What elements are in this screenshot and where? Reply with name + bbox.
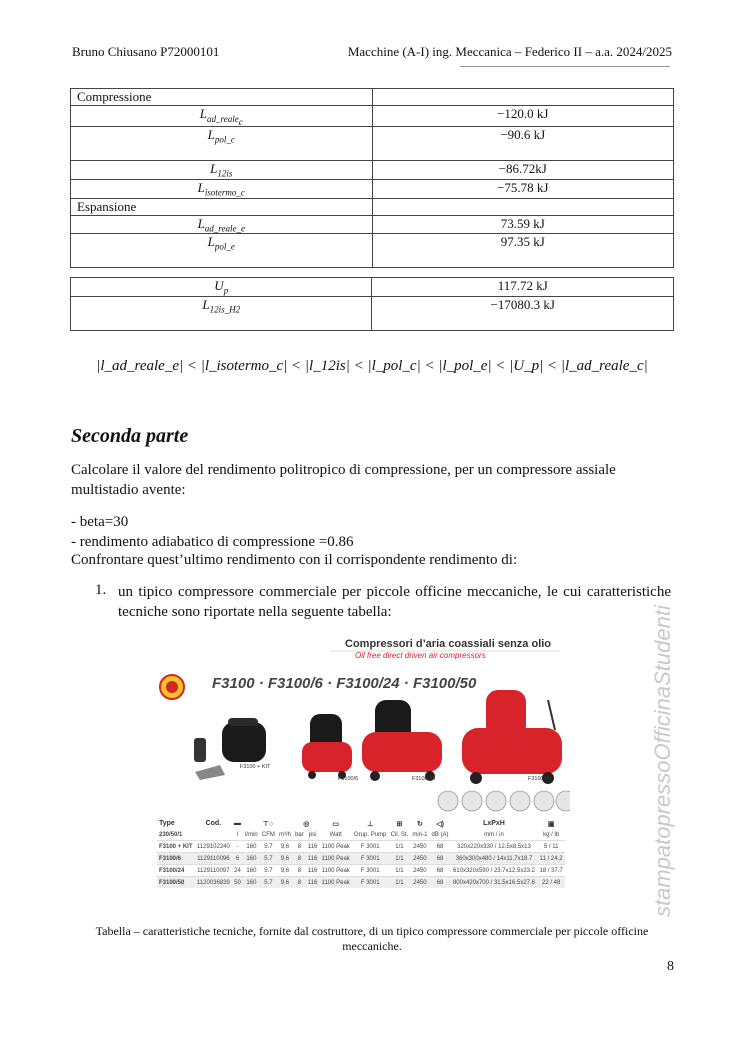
cylinder-icon: ⊞ bbox=[396, 820, 403, 828]
page-number: 8 bbox=[667, 959, 674, 974]
value-l-pol-e: 97.35 kJ bbox=[372, 234, 673, 268]
result-table bbox=[70, 277, 674, 331]
spec-cell: 116 bbox=[306, 841, 320, 853]
spec-cell: 1/1 bbox=[389, 841, 411, 853]
product-label-2: F3100/24 bbox=[412, 776, 436, 782]
symbol-l-12is-h2: $L_{12is\_H2}$ bbox=[71, 296, 372, 330]
spec-cell: 18 / 37.7 bbox=[537, 865, 565, 877]
value-l-isotermo-c: −75.78 kJ bbox=[372, 179, 673, 198]
spec-subheader: psi bbox=[308, 831, 317, 838]
work-inequality: |l_ad_reale_e| < |l_isotermo_c| < |l_12is| < |l_pol_c| < |l_pol_e| < |U_p| < |l_ad_reale_c| bbox=[96, 358, 648, 374]
intro-paragraph: Calcolare il valore del rendimento politropico di compressione, per un compressore assiale multistadio avente: bbox=[71, 462, 616, 498]
spec-cell: 9,6 bbox=[277, 853, 293, 865]
value-l-pol-c: −90.6 kJ bbox=[372, 127, 673, 161]
spec-cell: 2450 bbox=[410, 865, 429, 877]
compressor-illustration bbox=[150, 630, 570, 820]
watermark-text: stampatopressoOfficinaStudenti bbox=[650, 605, 675, 917]
spec-cell: 1/1 bbox=[389, 877, 411, 889]
value-l-12is: −86.72kJ bbox=[372, 161, 673, 180]
spec-subheader: Grup. Pump bbox=[354, 831, 387, 838]
spec-subheader: min-1 bbox=[412, 831, 428, 838]
spec-cell: F 3001 bbox=[352, 865, 389, 877]
spec-cell: 360x300x480 / 14x11.7x18.7 bbox=[451, 853, 538, 865]
spec-row bbox=[157, 865, 565, 877]
list-number: 1. bbox=[95, 582, 107, 598]
spec-cell: 5.7 bbox=[260, 853, 277, 865]
spec-cell: - bbox=[232, 841, 243, 853]
spec-cell: 116 bbox=[306, 853, 320, 865]
symbol-l-isotermo-c: $L_{isotermo\_c}$ bbox=[71, 179, 373, 198]
spec-cell: 22 / 48 bbox=[537, 877, 565, 889]
spec-cell: F 3001 bbox=[352, 841, 389, 853]
figure-title-en: Oil free direct driven air compressors bbox=[355, 651, 486, 660]
weight-icon: ▣ bbox=[547, 820, 555, 828]
figure-title-it: Compressori d’aria coassiali senza olio bbox=[345, 638, 552, 650]
spec-subheader: mm / in bbox=[484, 831, 504, 838]
flow-icon: ⊤○ bbox=[262, 820, 274, 828]
header-rule bbox=[460, 66, 670, 67]
spec-cell: 1120036839 bbox=[195, 877, 232, 889]
spec-cell: 5 / 11 bbox=[537, 841, 565, 853]
spec-cell: 50 bbox=[232, 877, 243, 889]
spec-row bbox=[157, 853, 565, 865]
spec-cell: F 3001 bbox=[352, 853, 389, 865]
spec-cell: F3100/24 bbox=[157, 865, 195, 877]
spec-cell: 5.7 bbox=[260, 877, 277, 889]
spec-cell: 1100 Peak bbox=[319, 841, 351, 853]
tank-icon: ▬ bbox=[234, 820, 241, 827]
figure-caption: Tabella – caratteristiche tecniche, fornite dal costruttore, di un tipico compressore commerciale per piccole officine meccaniche. bbox=[95, 924, 649, 953]
spec-cell: 160 bbox=[243, 853, 260, 865]
spec-subheader: 230/50/1 bbox=[159, 831, 183, 838]
spec-subheader: l bbox=[236, 831, 239, 838]
models-banner: F3100 · F3100/6 · F3100/24 · F3100/50 bbox=[212, 675, 477, 692]
spec-cell: 1100 Peak bbox=[319, 877, 351, 889]
section-label-espansione: Espansione bbox=[71, 198, 373, 215]
rpm-icon: ↻ bbox=[416, 820, 423, 828]
spec-cell: 1/1 bbox=[389, 853, 411, 865]
product-label-0: F3100 + KIT bbox=[240, 764, 271, 770]
spec-cell: 1129110096 bbox=[195, 853, 232, 865]
spec-cell: 160 bbox=[243, 877, 260, 889]
spec-subheader: dB (A) bbox=[431, 831, 449, 838]
spec-cell: 116 bbox=[306, 865, 320, 877]
spec-cell: 2450 bbox=[410, 841, 429, 853]
spec-cell: F3100 + KIT bbox=[157, 841, 195, 853]
spec-row bbox=[157, 877, 565, 889]
spec-cell: 11 / 24.2 bbox=[537, 853, 565, 865]
pressure-icon: ◎ bbox=[303, 820, 310, 828]
spec-cell: 8 bbox=[293, 877, 306, 889]
symbol-l-ad-reale-c: $L_{ad\_reale_c}$ bbox=[71, 106, 373, 127]
spec-cell: 610x320x590 / 23.7x12.5x23.2 bbox=[451, 865, 538, 877]
header-left: Bruno Chiusano P72000101 bbox=[72, 44, 220, 59]
spec-cell: 9,6 bbox=[277, 877, 293, 889]
spec-cell: 8 bbox=[293, 865, 306, 877]
spec-cell: 8 bbox=[293, 841, 306, 853]
spec-table bbox=[157, 818, 565, 888]
pump-icon: ⊥ bbox=[367, 820, 374, 828]
spec-cell: 9,6 bbox=[277, 865, 293, 877]
spec-subheader: m³/h bbox=[278, 831, 291, 838]
spec-cell: 68 bbox=[429, 865, 450, 877]
compressor-f3100-6 bbox=[302, 714, 352, 779]
brand-badge-icon bbox=[160, 675, 184, 699]
product-label-1: F3100/6 bbox=[338, 776, 359, 782]
watermark bbox=[648, 535, 676, 920]
spec-cell: 2450 bbox=[410, 877, 429, 889]
product-label-3: F3100/50 bbox=[528, 776, 552, 782]
compressor-f3100-24 bbox=[362, 700, 442, 781]
section-label-compressione: Compressione bbox=[71, 89, 373, 106]
value-l-ad-reale-e: 73.59 kJ bbox=[372, 215, 673, 234]
spec-cell: 1129102240 bbox=[195, 841, 232, 853]
spec-subheader: l/min bbox=[245, 831, 258, 838]
spec-cell: 5.7 bbox=[260, 841, 277, 853]
spec-cell: 24 bbox=[232, 865, 243, 877]
symbol-l-ad-reale-e: $L_{ad\_reale\_e}$ bbox=[71, 215, 373, 234]
spec-subheader bbox=[195, 829, 232, 841]
spec-subheader: Watt bbox=[329, 831, 342, 838]
compressor-f3100-kit bbox=[194, 718, 266, 780]
confront-paragraph: Confrontare quest’ultimo rendimento con il corrispondente rendimento di: bbox=[71, 552, 518, 568]
spec-cell: 68 bbox=[429, 841, 450, 853]
spec-cell: 160 bbox=[243, 865, 260, 877]
spec-subheader: bar bbox=[295, 831, 304, 838]
motor-icon: ▭ bbox=[332, 820, 339, 828]
spec-cell: 9,6 bbox=[277, 841, 293, 853]
spec-cell: 116 bbox=[306, 877, 320, 889]
bullet-beta: - beta=30 bbox=[71, 514, 129, 530]
symbol-u-p: $U_p$ bbox=[71, 278, 372, 297]
bullet-rendimento: - rendimento adiabatico di compressione =0.86 bbox=[71, 534, 354, 550]
section-title: Seconda parte bbox=[71, 425, 189, 447]
value-u-p: 117.72 kJ bbox=[372, 278, 674, 297]
spec-cell: 1100 Peak bbox=[319, 853, 351, 865]
spec-cell: 1100 Peak bbox=[319, 865, 351, 877]
value-l-12is-h2: −17080.3 kJ bbox=[372, 296, 674, 330]
work-table bbox=[70, 88, 674, 268]
spec-header-type: Type bbox=[159, 820, 175, 827]
spec-cell: 6 bbox=[232, 853, 243, 865]
spec-cell: 800x420x700 / 31.5x16.5x27.6 bbox=[451, 877, 538, 889]
spec-cell: 160 bbox=[243, 841, 260, 853]
noise-icon: ◁) bbox=[436, 820, 444, 828]
spec-cell: F3100/6 bbox=[157, 853, 195, 865]
compressor-f3100-50 bbox=[462, 690, 562, 784]
spec-cell: 68 bbox=[429, 853, 450, 865]
symbol-l-12is: $L_{12is}$ bbox=[71, 161, 373, 180]
spec-cell: F 3001 bbox=[352, 877, 389, 889]
symbol-l-pol-e: $L_{pol\_e}$ bbox=[71, 234, 373, 268]
spec-cell: F3100/50 bbox=[157, 877, 195, 889]
symbol-l-pol-c: $L_{pol\_c}$ bbox=[71, 127, 373, 161]
spec-cell: 68 bbox=[429, 877, 450, 889]
spec-cell: 8 bbox=[293, 853, 306, 865]
spec-cell: 1129110097 bbox=[195, 865, 232, 877]
spec-cell: 2450 bbox=[410, 853, 429, 865]
spec-header-lxpxh: LxPxH bbox=[483, 820, 505, 827]
spec-header-cod: Cod. bbox=[205, 820, 222, 827]
accessory-icons bbox=[438, 791, 570, 811]
list-item: un tipico compressore commerciale per piccole officine meccaniche, le cui caratteristiche tecniche sono riportate nella seguente tabella: bbox=[118, 584, 671, 620]
spec-subheader: kg / lb bbox=[543, 831, 560, 838]
spec-cell: 5.7 bbox=[260, 865, 277, 877]
spec-row bbox=[157, 841, 565, 853]
spec-subheader: Cil. St. bbox=[390, 831, 409, 838]
header-right: Macchine (A-I) ing. Meccanica – Federico II – a.a. 2024/2025 bbox=[347, 44, 672, 59]
value-l-ad-reale-c: −120.0 kJ bbox=[372, 106, 673, 127]
spec-cell: 1/1 bbox=[389, 865, 411, 877]
spec-cell: 320x220x330 / 12.5x8.5x13 bbox=[451, 841, 538, 853]
spec-subheader: CFM bbox=[261, 831, 275, 838]
